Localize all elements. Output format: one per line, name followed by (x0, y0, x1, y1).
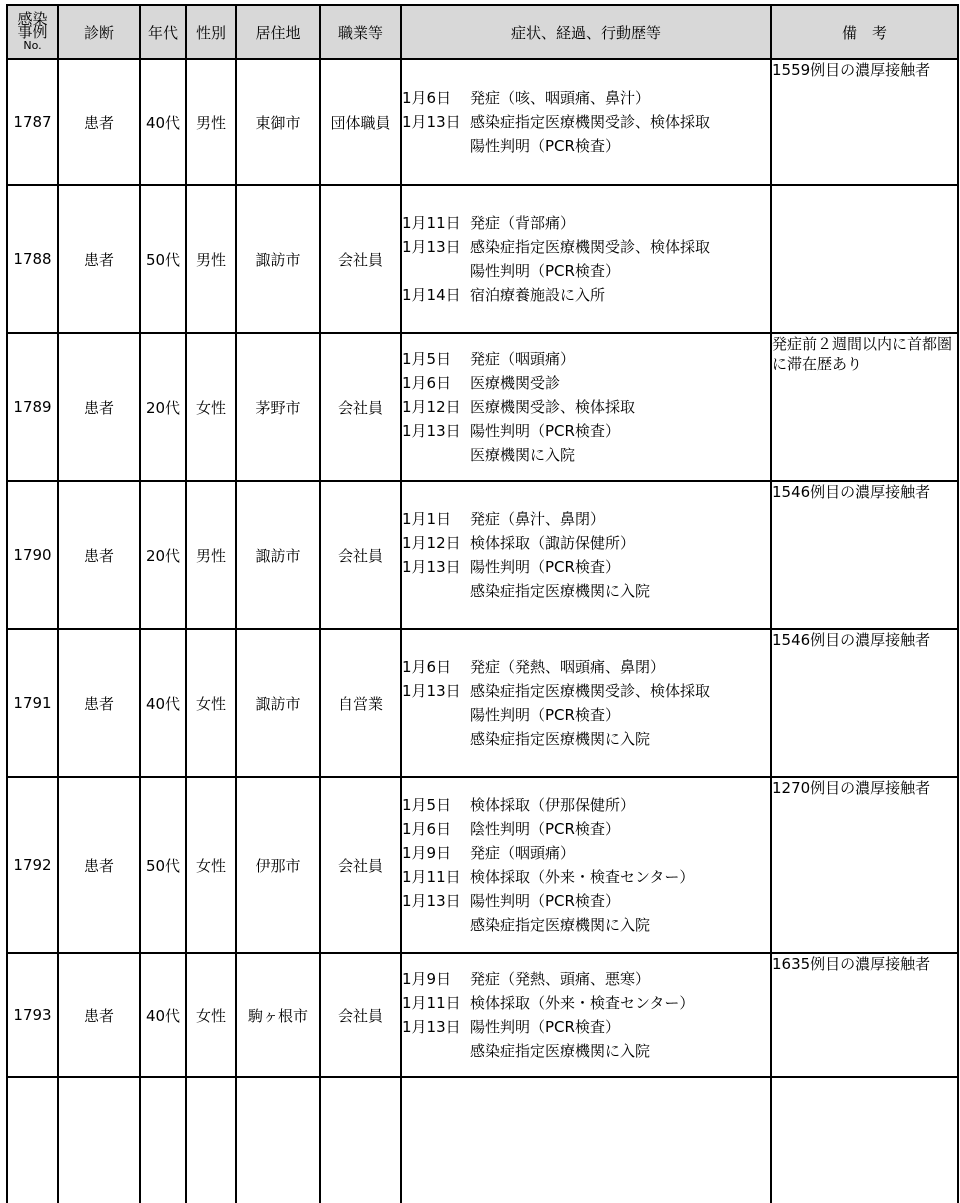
event-text: 陰性判明（PCR検査） (470, 820, 620, 838)
table-body (7, 59, 958, 1203)
event-text: 感染症指定医療機関に入院 (470, 730, 651, 748)
event-text: 感染症指定医療機関受診、検体採取 (470, 113, 711, 131)
note-cell: 1546例目の濃厚接触者 (771, 629, 958, 777)
header-note: 備 考 (771, 5, 958, 59)
course-cell (401, 629, 771, 777)
course-event (402, 889, 770, 913)
course-event (402, 347, 770, 371)
occupation-cell: 会社員 (320, 481, 401, 629)
course-event (402, 679, 770, 703)
event-text: 陽性判明（PCR検査） (470, 422, 620, 440)
age-cell: 40代 (140, 953, 186, 1077)
note-cell: 1559例目の濃厚接触者 (771, 59, 958, 185)
header-residence: 居住地 (236, 5, 320, 59)
sex-cell: 女性 (186, 777, 236, 953)
event-date: 1月9日 (402, 844, 452, 862)
event-date: 1月13日 (402, 682, 461, 700)
event-text: 陽性判明（PCR検査） (470, 892, 620, 910)
empty-cell (401, 1077, 771, 1203)
header-age: 年代 (140, 5, 186, 59)
empty-cell (320, 1077, 401, 1203)
header-occupation: 職業等 (320, 5, 401, 59)
table-row (7, 59, 958, 185)
note-cell: 1270例目の濃厚接触者 (771, 777, 958, 953)
event-date (402, 443, 470, 467)
sex-cell: 女性 (186, 629, 236, 777)
event-text: 医療機関受診、検体採取 (470, 398, 636, 416)
event-date: 1月11日 (402, 214, 461, 232)
course-cell (401, 481, 771, 629)
course-event (402, 395, 770, 419)
event-date: 1月11日 (402, 868, 461, 886)
event-text: 発症（咳、咽頭痛、鼻汁） (470, 89, 651, 107)
course-event (402, 86, 770, 110)
header-row (7, 5, 958, 59)
age-cell: 40代 (140, 59, 186, 185)
course-event (402, 727, 770, 751)
course-event (402, 1039, 770, 1063)
event-text: 発症（咽頭痛） (470, 350, 576, 368)
event-text: 感染症指定医療機関に入院 (470, 1042, 651, 1060)
residence-cell: 駒ヶ根市 (236, 953, 320, 1077)
event-date (402, 727, 470, 751)
age-cell: 50代 (140, 185, 186, 333)
empty-cell (236, 1077, 320, 1203)
diagnosis-cell: 患者 (58, 629, 140, 777)
event-text: 感染症指定医療機関に入院 (470, 916, 651, 934)
header-case-no-line2: 事例 (17, 22, 48, 41)
course-event (402, 579, 770, 603)
event-date: 1月12日 (402, 534, 461, 552)
occupation-cell: 会社員 (320, 777, 401, 953)
table-row (7, 629, 958, 777)
table-row-partial (7, 1077, 958, 1203)
event-date (402, 259, 470, 283)
occupation-cell: 会社員 (320, 953, 401, 1077)
event-text: 医療機関に入院 (470, 446, 576, 464)
course-event (402, 817, 770, 841)
event-date: 1月6日 (402, 658, 452, 676)
event-date: 1月1日 (402, 510, 452, 528)
event-text: 検体採取（諏訪保健所） (470, 534, 636, 552)
sex-cell: 女性 (186, 953, 236, 1077)
event-date: 1月11日 (402, 994, 461, 1012)
diagnosis-cell: 患者 (58, 777, 140, 953)
event-text: 発症（鼻汁、鼻閉） (470, 510, 606, 528)
case-no-cell: 1793 (7, 953, 58, 1077)
event-date: 1月5日 (402, 796, 452, 814)
course-cell (401, 185, 771, 333)
event-date (402, 703, 470, 727)
case-no-cell: 1788 (7, 185, 58, 333)
event-date: 1月13日 (402, 422, 461, 440)
course-event (402, 419, 770, 443)
header-sex: 性別 (186, 5, 236, 59)
event-text: 検体採取（伊那保健所） (470, 796, 636, 814)
event-date: 1月9日 (402, 970, 452, 988)
course-event (402, 443, 770, 467)
event-date: 1月14日 (402, 286, 461, 304)
event-text: 陽性判明（PCR検査） (470, 558, 620, 576)
course-event (402, 967, 770, 991)
age-cell: 20代 (140, 481, 186, 629)
header-case-no (7, 5, 58, 59)
course-event (402, 991, 770, 1015)
event-text: 発症（発熱、頭痛、悪寒） (470, 970, 651, 988)
course-event (402, 134, 770, 158)
residence-cell: 諏訪市 (236, 629, 320, 777)
course-event (402, 555, 770, 579)
event-date: 1月13日 (402, 558, 461, 576)
age-cell: 40代 (140, 629, 186, 777)
event-text: 感染症指定医療機関受診、検体採取 (470, 682, 711, 700)
empty-cell (58, 1077, 140, 1203)
event-text: 陽性判明（PCR検査） (470, 706, 620, 724)
empty-cell (7, 1077, 58, 1203)
event-text: 検体採取（外来・検査センター） (470, 994, 695, 1012)
course-event (402, 913, 770, 937)
residence-cell: 諏訪市 (236, 185, 320, 333)
age-cell: 20代 (140, 333, 186, 481)
empty-cell (140, 1077, 186, 1203)
case-no-cell: 1789 (7, 333, 58, 481)
occupation-cell: 会社員 (320, 185, 401, 333)
course-cell (401, 59, 771, 185)
occupation-cell: 団体職員 (320, 59, 401, 185)
event-text: 発症（発熱、咽頭痛、鼻閉） (470, 658, 666, 676)
event-date: 1月13日 (402, 892, 461, 910)
course-event (402, 235, 770, 259)
event-text: 発症（背部痛） (470, 214, 576, 232)
sex-cell: 女性 (186, 333, 236, 481)
event-date: 1月5日 (402, 350, 452, 368)
event-text: 発症（咽頭痛） (470, 844, 576, 862)
course-cell (401, 953, 771, 1077)
sex-cell: 男性 (186, 481, 236, 629)
table-row (7, 481, 958, 629)
event-date: 1月6日 (402, 89, 452, 107)
sex-cell: 男性 (186, 185, 236, 333)
event-date: 1月13日 (402, 1018, 461, 1036)
event-date: 1月6日 (402, 820, 452, 838)
residence-cell: 茅野市 (236, 333, 320, 481)
header-diagnosis: 診断 (58, 5, 140, 59)
event-text: 感染症指定医療機関に入院 (470, 582, 651, 600)
header-course: 症状、経過、行動歴等 (401, 5, 771, 59)
course-event (402, 531, 770, 555)
course-cell (401, 333, 771, 481)
occupation-cell: 自営業 (320, 629, 401, 777)
occupation-cell: 会社員 (320, 333, 401, 481)
course-event (402, 703, 770, 727)
residence-cell: 東御市 (236, 59, 320, 185)
event-text: 宿泊療養施設に入所 (470, 286, 606, 304)
course-event (402, 1015, 770, 1039)
diagnosis-cell: 患者 (58, 481, 140, 629)
sex-cell: 男性 (186, 59, 236, 185)
note-cell: 1546例目の濃厚接触者 (771, 481, 958, 629)
case-no-cell: 1792 (7, 777, 58, 953)
header-case-no-line3: No. (23, 38, 42, 52)
event-text: 検体採取（外来・検査センター） (470, 868, 695, 886)
event-text: 陽性判明（PCR検査） (470, 262, 620, 280)
cases-table (6, 4, 959, 1203)
header-case-no-line1: 感染 (17, 9, 48, 28)
diagnosis-cell: 患者 (58, 953, 140, 1077)
event-text: 陽性判明（PCR検査） (470, 137, 620, 155)
course-event (402, 110, 770, 134)
event-date (402, 913, 470, 937)
course-event (402, 371, 770, 395)
note-cell (771, 185, 958, 333)
event-text: 医療機関受診 (470, 374, 561, 392)
course-event (402, 841, 770, 865)
event-date (402, 134, 470, 158)
case-no-cell: 1787 (7, 59, 58, 185)
event-date: 1月13日 (402, 113, 461, 131)
event-text: 陽性判明（PCR検査） (470, 1018, 620, 1036)
event-text: 感染症指定医療機関受診、検体採取 (470, 238, 711, 256)
table-row (7, 777, 958, 953)
event-date (402, 1039, 470, 1063)
course-event (402, 507, 770, 531)
event-date: 1月13日 (402, 238, 461, 256)
case-no-cell: 1790 (7, 481, 58, 629)
course-event (402, 211, 770, 235)
residence-cell: 諏訪市 (236, 481, 320, 629)
table-row (7, 185, 958, 333)
course-event (402, 259, 770, 283)
note-cell: 1635例目の濃厚接触者 (771, 953, 958, 1077)
course-event (402, 865, 770, 889)
empty-cell (186, 1077, 236, 1203)
age-cell: 50代 (140, 777, 186, 953)
course-event (402, 655, 770, 679)
diagnosis-cell: 患者 (58, 59, 140, 185)
course-event (402, 283, 770, 307)
note-cell: 発症前２週間以内に首都圏に滞在歴あり (771, 333, 958, 481)
table-row (7, 333, 958, 481)
case-no-cell: 1791 (7, 629, 58, 777)
course-cell (401, 777, 771, 953)
course-event (402, 793, 770, 817)
residence-cell: 伊那市 (236, 777, 320, 953)
event-date: 1月12日 (402, 398, 461, 416)
event-date (402, 579, 470, 603)
event-date: 1月6日 (402, 374, 452, 392)
table-row (7, 953, 958, 1077)
diagnosis-cell: 患者 (58, 333, 140, 481)
diagnosis-cell: 患者 (58, 185, 140, 333)
empty-cell (771, 1077, 958, 1203)
